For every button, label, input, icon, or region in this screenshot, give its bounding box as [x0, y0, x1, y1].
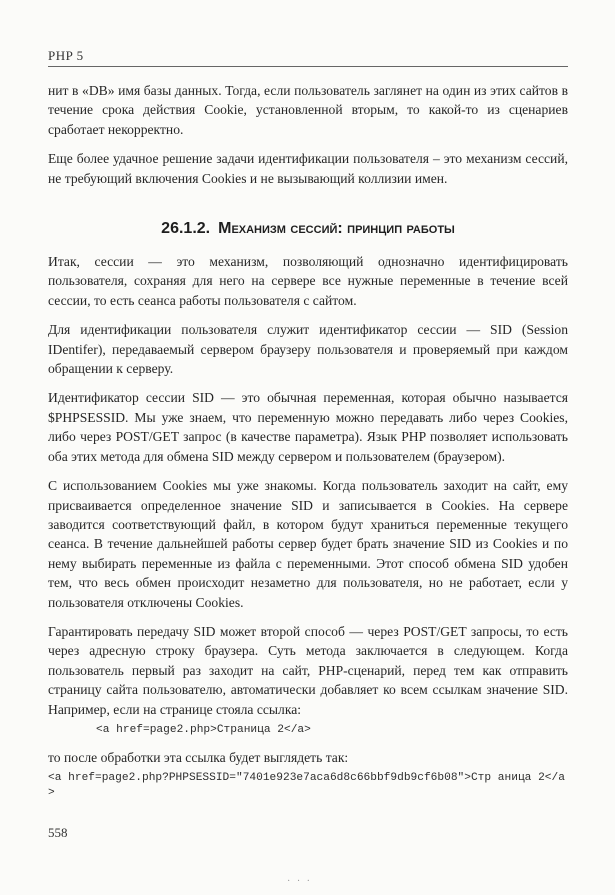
paragraph-sid-definition: Для идентификации пользователя служит идентификатор сессии — SID (Session IDentifer), передаваемый сервером браузеру пользователя и проверяемый при каждом обращении к серверу.	[48, 322, 568, 377]
paragraph-phpsessid: Идентификатор сессии SID — это обычная переменная, которая обычно называется $PHPSESSID. Мы уже знаем, что переменную можно передавать либо через Cookies, либо через POST/GET запрос (в качестве параметра). Язык PHP позволяет использовать оба этих метода для обмена SID между сервером и пользователем (браузером).	[48, 390, 568, 464]
code-example-link: <a href=page2.php>Страница 2</a>	[96, 723, 311, 736]
section-heading	[48, 219, 568, 239]
page-number: 558	[48, 825, 68, 840]
running-head: PHP 5	[48, 48, 84, 63]
paragraph-sessions-definition: Итак, сессии — это механизм, позволяющий однозначно идентифицировать пользователя, сохраняя для него на сервере все нужные переменные в течение всей сессии, то есть сеанса работы пользователя с сайтом.	[48, 254, 568, 308]
code-example-link-with-sid: <a href=page2.php?PHPSESSID="7401e923e7aca6d8c66bbf9db9cf6b08">Стр аница 2</a>	[48, 772, 565, 800]
paragraph-after-processing: то после обработки эта ссылка будет выглядеть так:	[48, 749, 349, 765]
section-title: Механизм сессий: принцип работы	[218, 220, 455, 238]
paragraph-session-intro: Еще более удачное решение задачи идентификации пользователя – это механизм сессий, не требующий включения Cookies и не вызывающий коллизии имен.	[48, 151, 568, 186]
header-rule	[48, 66, 568, 67]
section-number: 26.1.2.	[161, 220, 211, 238]
paragraph-cookies-method: С использованием Cookies мы уже знакомы. Когда пользователь заходит на сайт, ему присваивается определенное значение SID и записывается в Cookies. На сервере заводится соответствующий файл, в котором будут храниться переменные текущего сеанса. В течение дальнейшей работы сервер будет брать значение SID из Cookies и по нему выбирать переменные из файла с переменными. Этот способ обмена SID удобен тем, что весь обмен происходит незаметно для пользователя, но не работает, если у пользователя отключены Cookies.	[48, 478, 568, 610]
scan-marks: · · ·	[287, 876, 312, 887]
paragraph-continuation: нит в «DB» имя базы данных. Тогда, если пользователь заглянет на один из этих сайтов в течение срока действия Cookie, установленной вторым, то какой-то из сценариев сработает некорректно.	[48, 83, 568, 137]
paragraph-get-post-method: Гарантировать передачу SID может второй способ — через POST/GET запросы, то есть через адресную строку браузера. Суть метода заключается в следующем. Когда пользователь первый раз заходит на сайт, PHP-сценарий, перед тем как отправить страницу сайта пользователю, автоматически добавляет ко всем ссылкам значение SID. Например, если на странице стояла ссылка:	[48, 623, 568, 717]
page-body	[48, 81, 568, 801]
